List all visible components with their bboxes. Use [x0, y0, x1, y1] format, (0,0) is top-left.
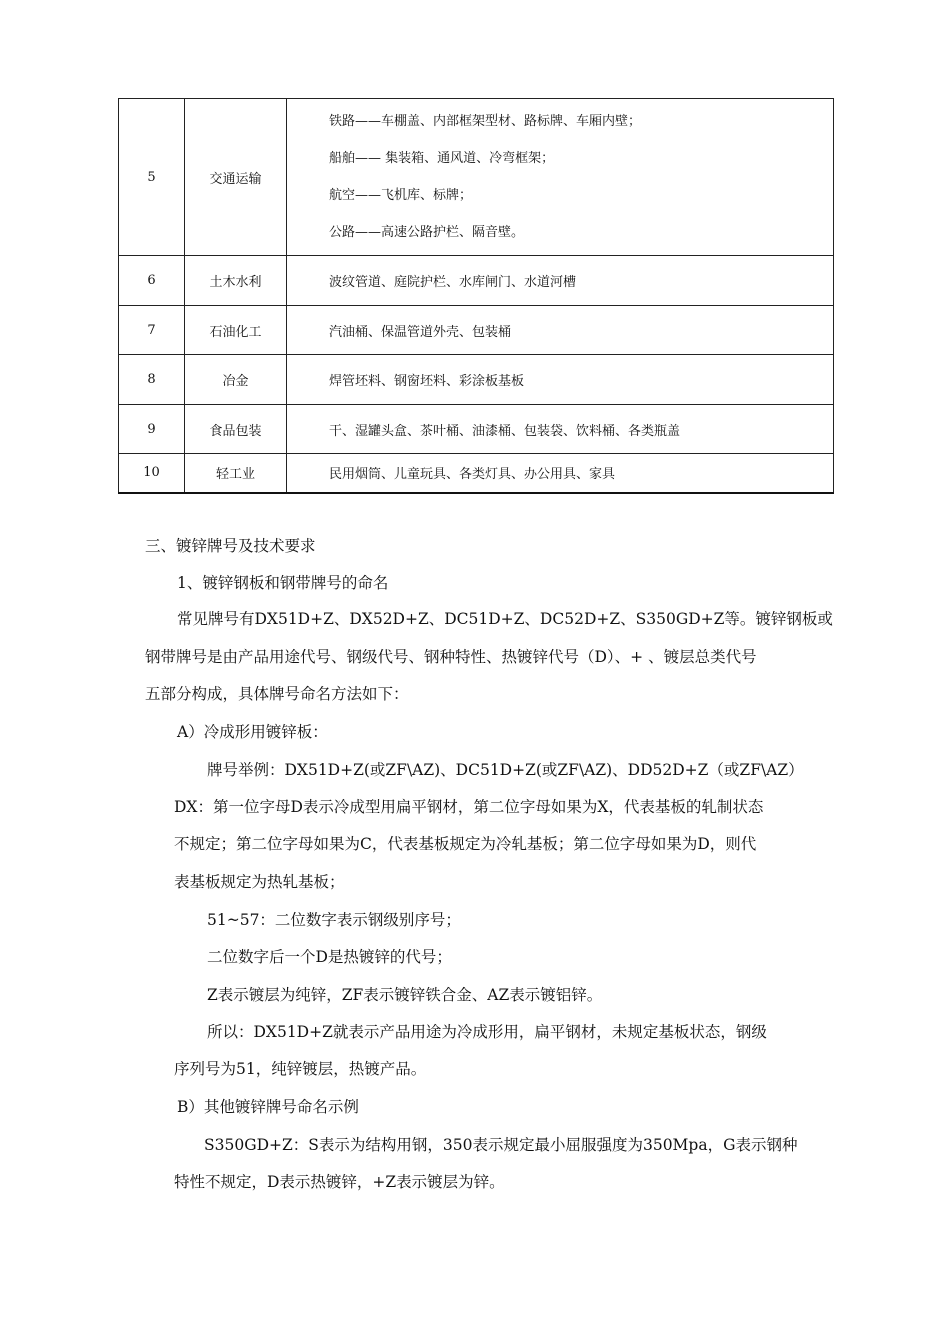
- row-number: 8: [119, 355, 185, 405]
- application-table: [118, 98, 834, 494]
- paragraph-line: 不规定；第二位字母如果为C，代表基板规定为冷轧基板；第二位字母如果为D，则代: [174, 835, 757, 853]
- example-line: 牌号举例：DX51D+Z(或ZF\AZ)、DC51D+Z(或ZF\AZ)、DD52D+Z（或ZF\AZ）: [207, 761, 804, 779]
- table-row: [119, 355, 834, 405]
- row-category: 轻工业: [185, 454, 287, 493]
- paragraph-line: 五部分构成，具体牌号命名方法如下：: [145, 685, 409, 703]
- table-row: [119, 306, 834, 355]
- row-number: 9: [119, 405, 185, 454]
- row-applications: 民用烟筒、儿童玩具、各类灯具、办公用具、家具: [287, 454, 834, 493]
- row-applications: 波纹管道、庭院护栏、水库闸门、水道河槽: [287, 256, 834, 306]
- application-line: 铁路——车棚盖、内部框架型材、路标牌、车厢内壁；: [329, 114, 642, 129]
- section-heading: 三、镀锌牌号及技术要求: [145, 537, 316, 555]
- row-number: 5: [119, 99, 185, 256]
- paragraph-line: 表基板规定为热轧基板；: [174, 873, 345, 891]
- row-applications: 汽油桶、保温管道外壳、包装桶: [287, 306, 834, 355]
- row-applications: 焊管坯料、钢窗坯料、彩涂板基板: [287, 355, 834, 405]
- row-applications: 干、湿罐头盒、茶叶桶、油漆桶、包装袋、饮料桶、各类瓶盖: [287, 405, 834, 454]
- row-number: 6: [119, 256, 185, 306]
- row-category: 石油化工: [185, 306, 287, 355]
- row-number: 7: [119, 306, 185, 355]
- paragraph-line: 序列号为51，纯锌镀层，热镀产品。: [174, 1060, 427, 1078]
- row-category: 食品包装: [185, 405, 287, 454]
- paragraph-line: 所以：DX51D+Z就表示产品用途为冷成形用，扁平钢材，未规定基板状态，钢级: [207, 1023, 767, 1041]
- subsection-heading: 1、镀锌钢板和钢带牌号的命名: [177, 574, 389, 592]
- table-row: [119, 454, 834, 493]
- row-number: 10: [119, 454, 185, 493]
- paragraph-line: 钢带牌号是由产品用途代号、钢级代号、钢种特性、热镀锌代号（D）、+ 、镀层总类代号: [145, 648, 757, 666]
- row-category: 土木水利: [185, 256, 287, 306]
- application-line: 航空——飞机库、标牌；: [329, 188, 473, 203]
- table-row: [119, 99, 834, 256]
- paragraph-line: 二位数字后一个D是热镀锌的代号；: [207, 948, 452, 966]
- paragraph-line: DX：第一位字母D表示冷成型用扁平钢材，第二位字母如果为X，代表基板的轧制状态: [174, 798, 764, 816]
- row-category: 交通运输: [185, 99, 287, 256]
- row-category: 冶金: [185, 355, 287, 405]
- paragraph-line: S350GD+Z：S表示为结构用钢，350表示规定最小屈服强度为350Mpa，G表示钢种: [204, 1136, 798, 1154]
- paragraph-line: Z表示镀层为纯锌，ZF表示镀锌铁合金、AZ表示镀铝锌。: [207, 986, 603, 1004]
- application-line: 船舶—— 集装箱、通风道、冷弯框架；: [329, 151, 555, 166]
- paragraph-line: 特性不规定，D表示热镀锌，+Z表示镀层为锌。: [174, 1173, 505, 1191]
- paragraph-line: 51~57：二位数字表示钢级别序号；: [207, 911, 461, 929]
- list-heading: B）其他镀锌牌号命名示例: [177, 1098, 359, 1116]
- application-line: 公路——高速公路护栏、隔音壁。: [329, 225, 525, 240]
- paragraph-line: 常见牌号有DX51D+Z、DX52D+Z、DC51D+Z、DC52D+Z、S350GD+Z等。镀锌钢板或: [177, 610, 833, 628]
- row-applications: [287, 99, 834, 256]
- list-heading: A）冷成形用镀锌板：: [177, 723, 328, 741]
- table-row: [119, 256, 834, 306]
- table-row: [119, 405, 834, 454]
